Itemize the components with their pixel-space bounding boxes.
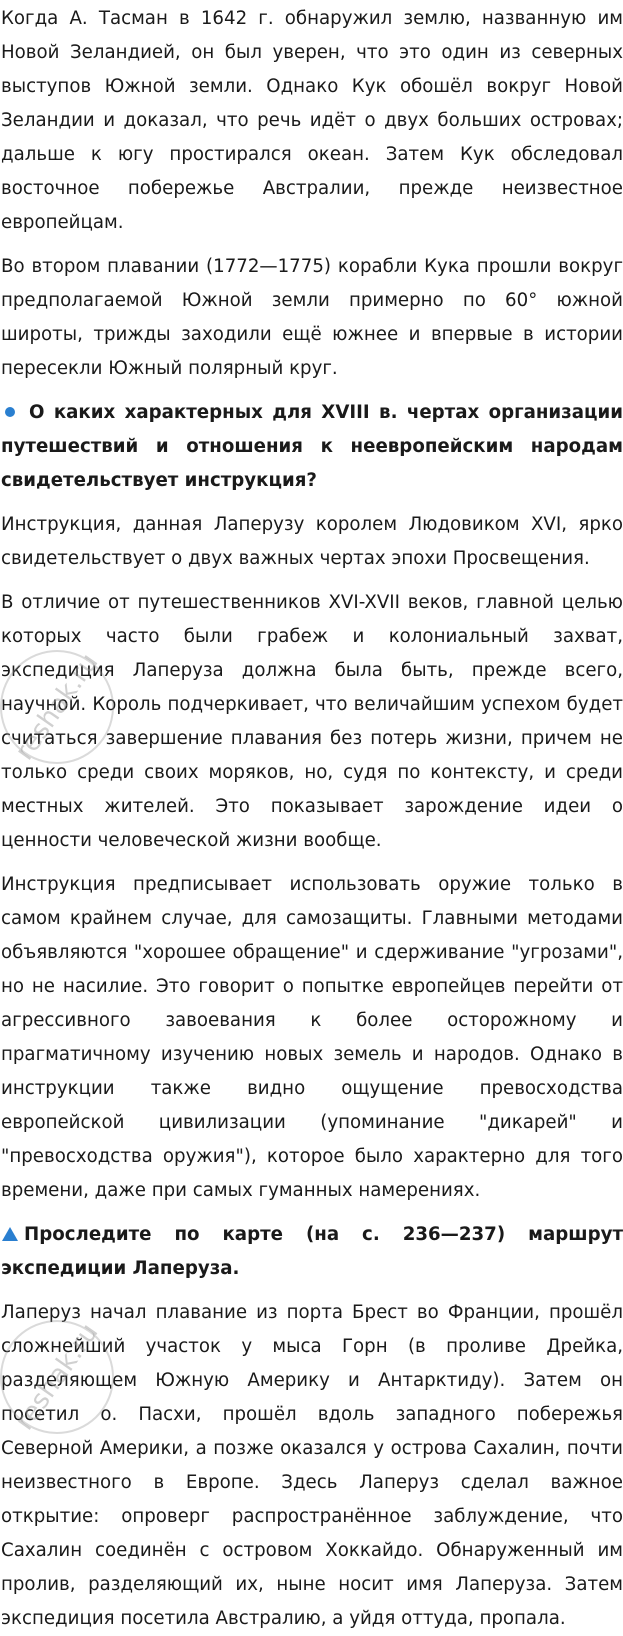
bullet-dot-icon	[5, 407, 15, 417]
question-text: О каких характерных для XVIII в. чертах организации путешествий и отношения к неевропейским народам свидетельствует инструкция?	[1, 402, 623, 491]
answer-paragraph: В отличие от путешественников XVI-XVII веков, главной целью которых часто были грабеж и колониальный захват, экспедиция Лаперуза должна была быть, прежде всего, научной. Король подчеркивает, что величайшим успехом будет считаться завершение плавания без потерь жизни, причем не только среди своих моряков, но, судя по контексту, и среди местных жителей. Это показывает зарождение идеи о ценности человеческой жизни вообще.	[1, 592, 623, 851]
paragraph: Когда А. Тасман в 1642 г. обнаружил землю, названную им Новой Зеландией, он был уверен, что это один из северных выступов Южной земли. Однако Кук обошёл вокруг Новой Зеландии и доказал, что речь идёт о двух больших островах; дальше к югу простирался океан. Затем Кук обследовал восточное побережье Австралии, прежде неизвестное европейцам.	[1, 8, 623, 233]
question-text: Проследите по карте (на с. 236—237) маршрут экспедиции Лаперуза.	[1, 1224, 623, 1279]
answer-paragraph: Инструкция предписывает использовать оружие только в самом крайнем случае, для самозащиты. Главными методами объявляются "хорошее обращение" и сдерживание "угрозами", но не насилие. Это говорит о попытке европейцев перейти от агрессивного завоевания к более осторожному и прагматичному изучению новых земель и народов. Однако в инструкции также видно ощущение превосходства европейской цивилизации (упоминание "дикарей" и "превосходства оружия"), которое было характерно для того времени, даже при самых гуманных намерениях.	[1, 874, 623, 1201]
answer-paragraph: Лаперуз начал плавание из порта Брест во Франции, прошёл сложнейший участок у мыса Горн (в проливе Дрейка, разделяющем Южную Америку и Антарктиду). Затем он посетил о. Пасхи, прошёл вдоль западного побережья Северной Америки, а позже оказался у острова Сахалин, почти неизвестного в Европе. Здесь Лаперуз сделал важное открытие: опроверг распространённое заблуждение, что Сахалин соединён с островом Хоккайдо. Обнаруженный им пролив, разделяющий их, ныне носит имя Лаперуза. Затем экспедиция посетила Австралию, а уйдя оттуда, пропала.	[1, 1302, 623, 1629]
triangle-icon	[2, 1227, 18, 1241]
question-heading	[1, 396, 623, 498]
watermark-text: reshak.ru	[9, 1318, 105, 1436]
watermark-text: reshak.ru	[9, 648, 105, 766]
paragraph: Во втором плавании (1772—1775) корабли Кука прошли вокруг предполагаемой Южной земли примерно по 60° южной широты, трижды заходили ещё южнее и впервые в истории пересекли Южный полярный круг.	[1, 256, 623, 379]
answer-paragraph: Инструкция, данная Лаперузу королем Людовиком XVI, ярко свидетельствует о двух важных чертах эпохи Просвещения.	[1, 514, 623, 569]
question-heading	[1, 1218, 623, 1286]
